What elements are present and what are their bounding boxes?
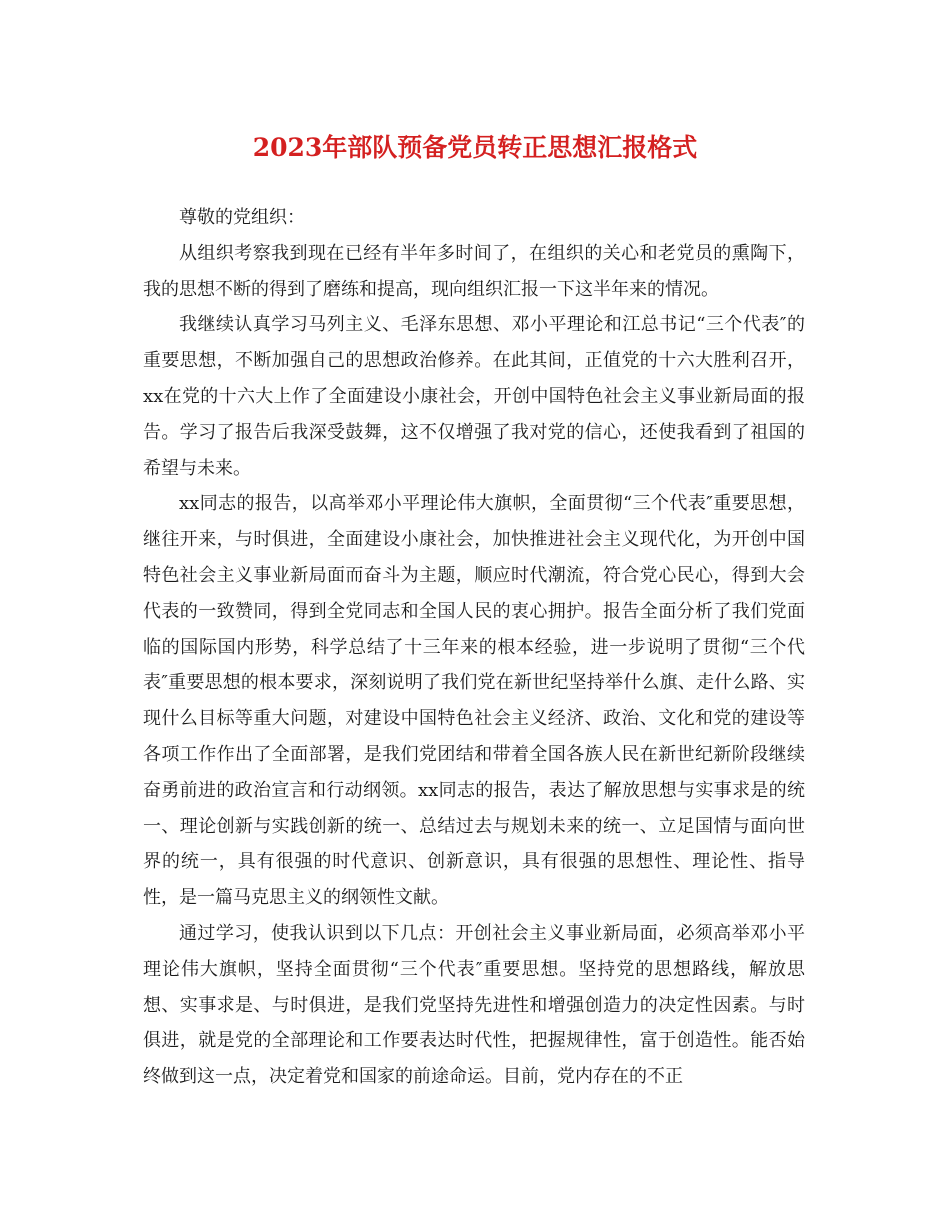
paragraph-3: xx同志的报告，以高举邓小平理论伟大旗帜，全面贯彻“三个代表″重要思想，继往开来，与时俱进，全面建设小康社会，加快推进社会主义现代化，为开创中国特色社会主义事业新局面而奋斗为主题，顺应时代潮流，符合党心民心，得到大会代表的一致赞同，得到全党同志和全国人民的衷心拥护。报告全面分析了我们党面临的国际国内形势，科学总结了十三年来的根本经验，进一步说明了贯彻“三个代表″重要思想的根本要求，深刻说明了我们党在新世纪坚持举什么旗、走什么路、实现什么目标等重大问题，对建设中国特色社会主义经济、政治、文化和党的建设等各项工作作出了全面部署，是我们党团结和带着全国各族人民在新世纪新阶段继续奋勇前进的政治宣言和行动纲领。xx同志的报告，表达了解放思想与实事求是的统一、理论创新与实践创新的统一、总结过去与规划未来的统一、立足国情与面向世界的统一，具有很强的时代意识、创新意识，具有很强的思想性、理论性、指导性，是一篇马克思主义的纲领性文献。 [143, 493, 805, 909]
paragraph-1: 从组织考察我到现在已经有半年多时间了，在组织的关心和老党员的熏陶下，我的思想不断的得到了磨练和提高，现向组织汇报一下这半年来的情况。 [143, 242, 805, 300]
paragraph-4: 通过学习，使我认识到以下几点：开创社会主义事业新局面，必须高举邓小平理论伟大旗帜，坚持全面贯彻“三个代表″重要思想。坚持党的思想路线，解放思想、实事求是、与时俱进，是我们党坚持先进性和增强创造力的决定性因素。与时俱进，就是党的全部理论和工作要表达时代性，把握规律性，富于创造性。能否始终做到这一点，决定着党和国家的前途命运。目前，党内存在的不正 [143, 922, 805, 1088]
paragraph-2: 我继续认真学习马列主义、毛泽东思想、邓小平理论和江总书记“三个代表″的重要思想，不断加强自己的思想政治修养。在此其间，正值党的十六大胜利召开，xx在党的十六大上作了全面建设小康社会，开创中国特色社会主义事业新局面的报告。学习了报告后我深受鼓舞，这不仅增强了我对党的信心，还使我看到了祖国的希望与未来。 [143, 314, 805, 479]
salutation: 尊敬的党组织： [179, 207, 305, 228]
document-body [143, 200, 805, 1095]
document-title: 2023年部队预备党员转正思想汇报格式 [252, 133, 698, 162]
